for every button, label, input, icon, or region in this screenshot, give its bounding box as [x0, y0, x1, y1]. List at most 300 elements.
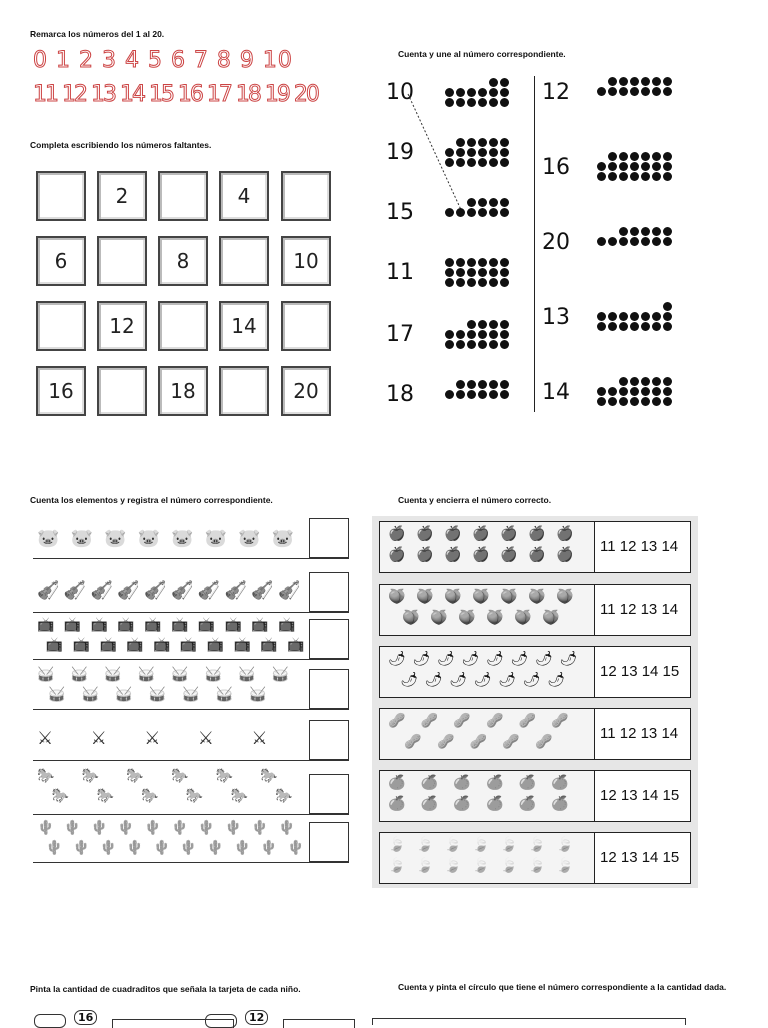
dot	[652, 397, 661, 406]
paint-circle-instruction: Cuenta y pinta el círculo que tiene el número correspondiente a la cantidad dada.	[398, 982, 727, 992]
dot	[597, 172, 606, 181]
dot	[478, 148, 487, 157]
peach-icon: 🍑	[514, 610, 532, 626]
dot	[489, 320, 498, 329]
dot-group-left[interactable]	[442, 137, 510, 167]
cactus-icon: 🌵	[45, 840, 64, 856]
dot	[445, 268, 454, 277]
horse-icon: 🐎	[185, 788, 204, 804]
circle-instruction: Cuenta y encierra el número correcto.	[398, 495, 552, 505]
dot	[445, 208, 454, 217]
dot	[478, 340, 487, 349]
grid-cell-empty[interactable]	[36, 301, 86, 351]
fruit-group	[380, 833, 595, 883]
tv-icon: 📺	[179, 637, 198, 653]
cactus-icon: 🌵	[99, 840, 117, 856]
grid-cell-filled: 4	[219, 171, 269, 221]
crossed-swords-icon: ⚔	[197, 728, 214, 749]
grid-cell-empty[interactable]	[158, 171, 208, 221]
dot	[489, 208, 498, 217]
tv-icon: 📺	[117, 617, 135, 633]
violin-icon: 🎻	[224, 580, 248, 601]
dot	[478, 320, 487, 329]
dot	[652, 152, 661, 161]
dot	[478, 330, 487, 339]
apple-icon: 🍎	[528, 547, 546, 563]
dot	[500, 268, 509, 277]
dot	[500, 88, 509, 97]
dot	[652, 172, 661, 181]
cactus-icon: 🌵	[117, 820, 135, 836]
fruit-group	[380, 585, 595, 635]
dot	[608, 312, 617, 321]
tv-icon: 📺	[171, 617, 189, 633]
right-number[interactable]: 14	[542, 380, 570, 405]
peach-icon: 🍑	[556, 589, 574, 605]
tv-icon: 📺	[233, 637, 251, 653]
circle-row	[379, 708, 691, 760]
dot	[489, 258, 498, 267]
grid-cell-empty[interactable]	[97, 236, 147, 286]
grid-cell-filled: 6	[36, 236, 86, 286]
dot	[500, 258, 509, 267]
drum-icon: 🥁	[115, 687, 133, 703]
dot	[500, 78, 509, 87]
trace-row-11-20: 11 12 13 14 15 16 17 18 19 20	[33, 82, 318, 107]
dot	[619, 87, 628, 96]
bean-icon: 🥜	[453, 713, 471, 729]
horse-icon: 🐎	[126, 768, 144, 784]
dot	[489, 98, 498, 107]
orange-icon: 🍊	[518, 775, 537, 791]
dot	[641, 377, 650, 386]
dot	[489, 198, 498, 207]
dot	[456, 278, 465, 287]
dot	[608, 397, 617, 406]
bean-icon: 🥜	[486, 713, 504, 729]
dot	[489, 78, 498, 87]
pepper-icon: 🌶	[510, 651, 529, 667]
grid-cell-filled: 10	[281, 236, 331, 286]
violin-icon: 🎻	[144, 580, 167, 601]
dot	[641, 397, 650, 406]
left-number[interactable]: 17	[386, 322, 414, 347]
leaf-icon: 🍃	[444, 858, 462, 874]
leaf-icon: 🍃	[500, 858, 518, 874]
dot	[641, 87, 650, 96]
number-options[interactable]: 11 12 13 14	[600, 601, 679, 618]
trace-instruction: Remarca los números del 1 al 20.	[30, 29, 165, 39]
cactus-icon: 🌵	[251, 820, 269, 836]
dot	[500, 138, 509, 147]
dot	[619, 172, 628, 181]
fruit-group	[380, 771, 595, 821]
cactus-icon: 🌵	[224, 820, 243, 836]
pepper-icon: 🌶	[400, 672, 419, 688]
dot	[500, 198, 509, 207]
tv-icon: 📺	[144, 617, 162, 633]
drum-icon: 🥁	[182, 687, 200, 703]
dot	[608, 152, 617, 161]
pepper-icon: 🌶	[473, 672, 492, 688]
grid-cell-empty[interactable]	[97, 366, 147, 416]
orange-icon: 🍊	[486, 775, 504, 791]
drum-icon: 🥁	[104, 667, 122, 683]
dot	[489, 148, 498, 157]
dot	[608, 387, 617, 396]
dot	[663, 227, 672, 236]
dot	[478, 198, 487, 207]
dot	[652, 377, 661, 386]
drum-icon: 🥁	[171, 667, 189, 683]
count-instruction: Cuenta los elementos y registra el número correspondiente.	[30, 495, 273, 505]
dot	[489, 330, 498, 339]
dot	[489, 340, 498, 349]
pepper-icon: 🌶	[437, 651, 455, 667]
leaf-icon: 🍃	[528, 858, 546, 874]
peach-icon: 🍑	[486, 610, 504, 626]
answer-box[interactable]	[309, 774, 349, 814]
drum-icon: 🥁	[271, 667, 289, 683]
card-number: 16	[74, 1010, 97, 1025]
dot	[467, 268, 476, 277]
orange-icon: 🍊	[453, 796, 471, 812]
dot	[467, 148, 476, 157]
dot	[467, 278, 476, 287]
dot	[630, 87, 639, 96]
drum-icon: 🥁	[37, 667, 55, 683]
pepper-icon: 🌶	[547, 672, 566, 688]
bean-icon: 🥜	[437, 734, 455, 750]
tv-icon: 📺	[72, 637, 91, 653]
dot	[445, 330, 454, 339]
dot	[467, 340, 476, 349]
dot	[445, 258, 454, 267]
dot-group-right[interactable]	[594, 76, 673, 96]
tv-icon: 📺	[278, 617, 296, 633]
dot	[608, 162, 617, 171]
dot	[608, 87, 617, 96]
dot	[641, 312, 650, 321]
fruit-group	[380, 709, 595, 759]
dot	[630, 162, 639, 171]
peach-icon: 🍑	[388, 589, 406, 605]
drum-icon: 🥁	[238, 667, 256, 683]
dot	[641, 322, 650, 331]
pepper-icon: 🌶	[461, 651, 480, 667]
dot	[489, 158, 498, 167]
bean-icon: 🥜	[469, 734, 488, 750]
dot	[641, 152, 650, 161]
child-icon	[34, 1014, 66, 1028]
grid-cell-empty[interactable]	[158, 301, 208, 351]
answer-box[interactable]	[309, 720, 349, 760]
orange-icon: 🍊	[486, 796, 504, 812]
orange-icon: 🍊	[388, 796, 406, 812]
number-options[interactable]: 11 12 13 14	[600, 725, 679, 742]
dot-group-right[interactable]	[594, 226, 673, 246]
answer-box[interactable]	[309, 572, 349, 612]
dot	[630, 237, 639, 246]
drum-icon: 🥁	[148, 687, 167, 703]
pepper-icon: 🌶	[559, 651, 578, 667]
grid-cell-empty[interactable]	[36, 171, 86, 221]
left-number[interactable]: 18	[386, 382, 414, 407]
apple-icon: 🍎	[444, 547, 462, 563]
dot	[663, 172, 672, 181]
dot	[597, 312, 606, 321]
number-options[interactable]: 12 13 14 15	[600, 663, 680, 680]
left-number[interactable]: 19	[386, 140, 414, 165]
tv-icon: 📺	[224, 617, 243, 633]
apple-icon: 🍎	[528, 526, 546, 542]
dot	[500, 330, 509, 339]
number-options[interactable]: 11 12 13 14	[600, 538, 679, 555]
cactus-icon: 🌵	[233, 840, 251, 856]
dot	[445, 148, 454, 157]
dot	[652, 322, 661, 331]
cactus-icon: 🌵	[72, 840, 91, 856]
dot	[445, 390, 454, 399]
dot	[445, 278, 454, 287]
dot-group-left[interactable]	[442, 319, 510, 349]
count-row	[33, 818, 349, 863]
peach-icon: 🍑	[458, 610, 476, 626]
grid-cell-empty[interactable]	[219, 366, 269, 416]
dot	[630, 377, 639, 386]
grid-cell-empty[interactable]	[281, 301, 331, 351]
pig-icon: 🐷	[238, 528, 261, 549]
crossed-swords-icon: ⚔	[90, 728, 107, 749]
drum-icon: 🥁	[48, 687, 66, 703]
dot	[641, 162, 650, 171]
dot	[478, 98, 487, 107]
grid-cell-empty[interactable]	[281, 171, 331, 221]
tv-icon: 📺	[197, 617, 216, 633]
dot	[445, 88, 454, 97]
answer-box[interactable]	[309, 669, 349, 709]
apple-icon: 🍎	[472, 526, 490, 542]
leaf-icon: 🍃	[472, 858, 490, 874]
dot-group-left[interactable]	[442, 197, 510, 217]
dot	[597, 322, 606, 331]
orange-icon: 🍊	[518, 796, 537, 812]
dot	[663, 322, 672, 331]
horse-icon: 🐎	[215, 768, 234, 784]
dot	[467, 380, 476, 389]
dot	[456, 258, 465, 267]
dot	[652, 237, 661, 246]
dot	[467, 390, 476, 399]
dot	[467, 88, 476, 97]
peach-icon: 🍑	[402, 610, 420, 626]
dot	[619, 162, 628, 171]
horse-icon: 🐎	[81, 768, 100, 784]
peach-icon: 🍑	[500, 589, 518, 605]
dot	[652, 87, 661, 96]
leaf-icon: 🍃	[556, 837, 574, 853]
answer-box[interactable]	[309, 822, 349, 862]
grid-cell-filled: 20	[281, 366, 331, 416]
dot	[663, 152, 672, 161]
drum-icon: 🥁	[249, 687, 267, 703]
dot	[467, 98, 476, 107]
dot	[630, 152, 639, 161]
paint-card-2	[205, 1010, 335, 1024]
dot	[500, 390, 509, 399]
cactus-icon: 🌵	[90, 820, 109, 836]
bean-icon: 🥜	[388, 713, 406, 729]
crossed-swords-icon: ⚔	[251, 728, 268, 749]
bean-icon: 🥜	[535, 734, 553, 750]
bean-icon: 🥜	[502, 734, 520, 750]
number-options[interactable]: 12 13 14 15	[600, 787, 680, 804]
left-number[interactable]: 11	[386, 260, 414, 285]
grid-cell-filled: 14	[219, 301, 269, 351]
dot	[663, 397, 672, 406]
dot	[478, 268, 487, 277]
drum-icon: 🥁	[70, 667, 88, 683]
dot	[608, 322, 617, 331]
dot	[456, 208, 465, 217]
pepper-icon: 🌶	[412, 651, 431, 667]
dot	[663, 312, 672, 321]
pepper-icon: 🌶	[498, 672, 517, 688]
dot	[478, 258, 487, 267]
answer-box[interactable]	[309, 518, 349, 558]
horse-icon: 🐎	[230, 788, 248, 804]
bean-icon: 🥜	[404, 734, 422, 750]
circle-row	[379, 770, 691, 822]
horse-icon: 🐎	[51, 788, 70, 804]
cactus-icon: 🌵	[287, 840, 305, 856]
pig-icon: 🐷	[171, 528, 194, 549]
dot	[489, 380, 498, 389]
dot	[456, 148, 465, 157]
leaf-icon: 🍃	[556, 858, 574, 874]
pepper-icon: 🌶	[388, 651, 406, 667]
dot	[597, 237, 606, 246]
fruit-group	[380, 647, 595, 697]
dot-group-left[interactable]	[442, 77, 510, 107]
horse-icon: 🐎	[96, 788, 114, 804]
grid-cell-filled: 8	[158, 236, 208, 286]
dot-group-right[interactable]	[594, 376, 673, 406]
leaf-icon: 🍃	[444, 837, 462, 853]
dot	[619, 237, 628, 246]
right-number[interactable]: 12	[542, 80, 570, 105]
dot	[456, 390, 465, 399]
dot	[445, 340, 454, 349]
dot	[467, 208, 476, 217]
horse-icon: 🐎	[275, 788, 293, 804]
dot-group-left[interactable]	[442, 379, 510, 399]
dot	[641, 227, 650, 236]
dot	[619, 377, 628, 386]
leaf-icon: 🍃	[500, 837, 518, 853]
dot	[630, 77, 639, 86]
dot	[467, 198, 476, 207]
dot	[478, 88, 487, 97]
peach-icon: 🍑	[472, 589, 490, 605]
pig-icon: 🐷	[37, 528, 60, 549]
dot	[478, 158, 487, 167]
cactus-icon: 🌵	[260, 840, 278, 856]
count-row	[33, 665, 349, 710]
dot	[597, 397, 606, 406]
dot-group-right[interactable]	[594, 301, 673, 331]
drum-icon: 🥁	[215, 687, 234, 703]
dot	[500, 148, 509, 157]
dot	[630, 397, 639, 406]
right-number[interactable]: 13	[542, 305, 570, 330]
violin-icon: 🎻	[251, 580, 274, 601]
dot	[663, 162, 672, 171]
circle-row	[379, 584, 691, 636]
dot	[500, 380, 509, 389]
right-number[interactable]: 16	[542, 155, 570, 180]
dot	[467, 138, 476, 147]
tv-icon: 📺	[126, 637, 144, 653]
tv-icon: 📺	[251, 617, 269, 633]
dot	[597, 387, 606, 396]
orange-icon: 🍊	[388, 775, 406, 791]
cactus-icon: 🌵	[63, 820, 82, 836]
child-icon	[205, 1014, 237, 1028]
peach-icon: 🍑	[430, 610, 448, 626]
leaf-icon: 🍃	[528, 837, 546, 853]
dot-group-right[interactable]	[594, 151, 673, 181]
dot	[478, 390, 487, 399]
pepper-icon: 🌶	[424, 672, 443, 688]
answer-box[interactable]	[309, 619, 349, 659]
drum-icon: 🥁	[204, 667, 222, 683]
dot	[456, 340, 465, 349]
orange-icon: 🍊	[551, 775, 569, 791]
dot	[500, 98, 509, 107]
number-options[interactable]: 12 13 14 15	[600, 849, 680, 866]
cactus-icon: 🌵	[153, 840, 171, 856]
leaf-icon: 🍃	[472, 837, 490, 853]
pepper-icon: 🌶	[486, 651, 504, 667]
left-number[interactable]: 15	[386, 200, 414, 225]
dot	[663, 237, 672, 246]
tv-icon: 📺	[287, 637, 305, 653]
leaf-icon: 🍃	[388, 837, 406, 853]
dot	[619, 227, 628, 236]
trace-row-0-10: 0 1 2 3 4 5 6 7 8 9 10	[33, 48, 293, 73]
dot	[467, 258, 476, 267]
dot	[500, 320, 509, 329]
apple-icon: 🍎	[556, 547, 574, 563]
pig-icon: 🐷	[104, 528, 127, 549]
dot	[641, 387, 650, 396]
dot	[630, 312, 639, 321]
count-row	[33, 716, 349, 761]
dot	[456, 158, 465, 167]
dot	[445, 98, 454, 107]
grid-cell-empty[interactable]	[219, 236, 269, 286]
match-divider	[534, 76, 535, 412]
violin-icon: 🎻	[278, 580, 301, 601]
dot	[478, 380, 487, 389]
drum-icon: 🥁	[137, 667, 155, 683]
dot	[445, 158, 454, 167]
pepper-icon: 🌶	[535, 651, 553, 667]
right-number[interactable]: 20	[542, 230, 570, 255]
dot-group-left[interactable]	[442, 257, 510, 287]
left-number[interactable]: 10	[386, 80, 414, 105]
